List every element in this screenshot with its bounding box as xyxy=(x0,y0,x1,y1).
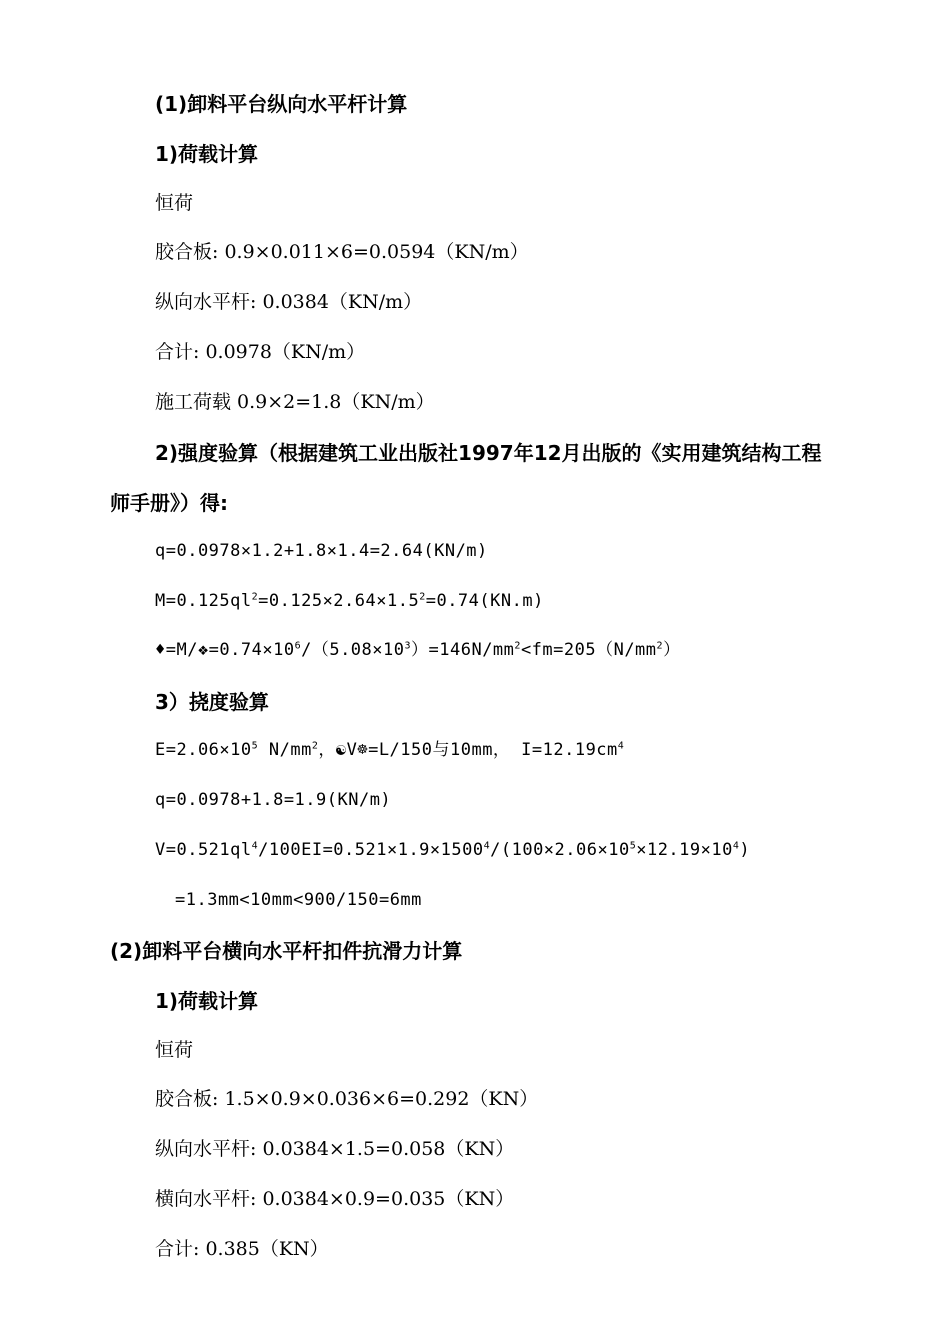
s1-moment-formula: $M=0.125ql^2=0.125\times 2.64\times 1.5^2=0.74(KN.m)$ xyxy=(155,591,544,611)
s1-deflection-title: 3）挠度验算 xyxy=(155,690,269,714)
s2-plywood-line: 胶合板: 1.5×0.9×0.036×6=0.292（KN） xyxy=(155,1088,539,1110)
s1-load-title: 1)荷载计算 xyxy=(155,142,259,166)
s1-stress-formula: $♦=M/❖=0.74\times 10^6/(5.08\times 10^3)=146N/mm^2<fm=205(N/mm^2)$ xyxy=(155,640,681,660)
section-2-title: (2)卸料平台横向水平杆扣件抗滑力计算 xyxy=(110,939,463,963)
s1-q-formula: q=0.0978×1.2+1.8×1.4=2.64(KN/m) xyxy=(155,541,488,561)
s2-dead-load-label: 恒荷 xyxy=(155,1039,194,1061)
s1-strength-title-line1: 2)强度验算（根据建筑工业出版社1997年12月出版的《实用建筑结构工程 xyxy=(155,441,822,465)
s1-deflection-result: =1.3mm<10mm<900/150=6mm xyxy=(175,890,422,910)
s1-total-line: 合计: 0.0978（KN/m） xyxy=(155,341,366,363)
s2-load-title: 1)荷载计算 xyxy=(155,989,259,1013)
s1-deflection-formula: $V=0.521ql^4/100EI=0.521\times 1.9\times 1500^4/(100\times 2.06\times 10^5\times 12.19\times 10^4)$ xyxy=(155,840,751,860)
s1-plywood-line: 胶合板: 0.9×0.011×6=0.0594（KN/m） xyxy=(155,241,529,263)
section-1-title: (1)卸料平台纵向水平杆计算 xyxy=(155,92,408,116)
s2-long-bar-line: 纵向水平杆: 0.0384×1.5=0.058（KN） xyxy=(155,1138,515,1160)
s2-total-line: 合计: 0.385（KN） xyxy=(155,1238,329,1260)
s2-trans-bar-line: 横向水平杆: 0.0384×0.9=0.035（KN） xyxy=(155,1188,515,1210)
s1-q2-formula: q=0.0978+1.8=1.9(KN/m) xyxy=(155,790,392,810)
s1-strength-title-line2: 师手册》）得: xyxy=(110,491,228,515)
s1-dead-load-label: 恒荷 xyxy=(155,192,194,214)
s1-live-load-line: 施工荷载 0.9×2=1.8（KN/m） xyxy=(155,391,435,413)
s1-elastic-modulus-line: $E=2.06\times 10^5$ $N/mm^2$，☯V☸=L/150与10mm， $I=12.19cm^4$ xyxy=(155,740,625,760)
s1-long-bar-line: 纵向水平杆: 0.0384（KN/m） xyxy=(155,291,423,313)
